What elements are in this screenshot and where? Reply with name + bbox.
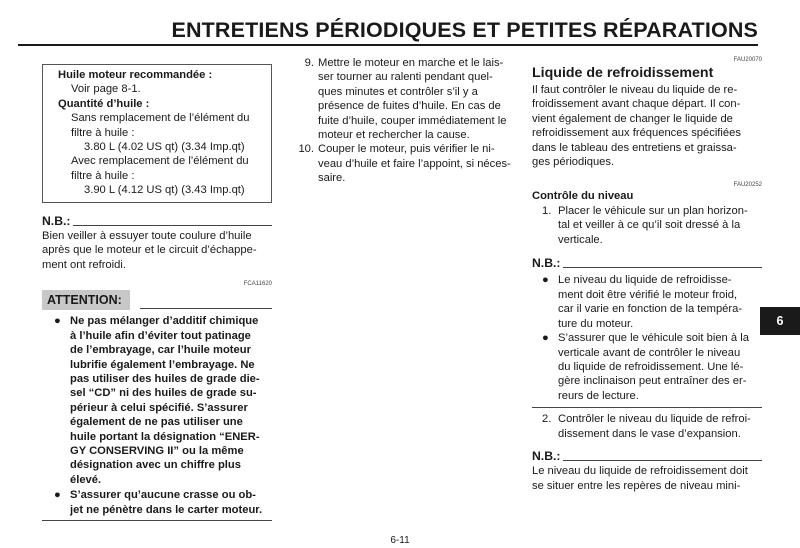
step-line: ser tourner au ralenti pendant quel- <box>318 71 493 84</box>
oil-spec-box <box>42 64 272 203</box>
note-heading <box>532 256 762 270</box>
step-text <box>558 412 751 441</box>
page-number: 6-11 <box>390 535 410 546</box>
without-filter-line-1: Sans remplacement de l’élément du <box>71 112 250 125</box>
step-line: Couper le moteur, puis vérifier le ni- <box>318 143 495 156</box>
bullet-line: sel “CD” ni des huiles de grade su- <box>70 387 257 400</box>
step-10 <box>298 142 516 185</box>
step-number: 10. <box>298 143 314 156</box>
bullet-line: de l’embrayage, car l’huile moteur <box>70 344 251 357</box>
bullet-line: à l’huile afin d’éviter tout patinage <box>70 329 251 342</box>
check-step-1 <box>532 204 762 247</box>
bullet-line: du liquide de refroidissement. Une lé- <box>558 360 744 373</box>
step-line: présence de fuites d’huile. En cas de <box>318 100 501 113</box>
note-bullet-list <box>532 273 762 403</box>
oil-reference: Voir page 8-1. <box>71 83 141 96</box>
bullet-line: désignation avec un chiffre plus <box>70 459 241 472</box>
step-line: moteur et rechercher la cause. <box>318 129 470 142</box>
without-filter-line-2: filtre à huile : <box>71 126 135 139</box>
note-bullet <box>532 273 762 331</box>
bullet-line: huile portant la désignation “ENER- <box>70 430 260 443</box>
note-label: N.B.: <box>42 213 71 228</box>
right-column <box>532 56 762 493</box>
bullet-line: ture du moteur. <box>558 317 634 330</box>
note-heading <box>42 214 272 228</box>
attention-bullet-list <box>42 314 272 517</box>
step-text <box>558 204 748 247</box>
intro-line: ges périodiques. <box>532 156 615 169</box>
note-label: N.B.: <box>532 448 561 463</box>
step-text <box>318 142 511 185</box>
step-line: tal et veiller à ce qu’il soit dressé à la <box>558 219 741 232</box>
bullet-line: élevé. <box>70 473 102 486</box>
intro-line: froidissement avant chaque départ. Il con- <box>532 98 741 111</box>
attention-bullet <box>42 314 272 487</box>
bullet-icon: ● <box>54 315 61 328</box>
intro-line: refroidissement aux fréquences spécifiées <box>532 127 741 140</box>
subsection-code: FAU20252 <box>733 182 762 189</box>
step-9 <box>298 56 516 142</box>
note-line: Le niveau du liquide de refroidissement doit <box>532 465 748 478</box>
bullet-icon: ● <box>542 332 549 345</box>
note-rule <box>563 460 762 461</box>
bullet-line: Ne pas mélanger d’additif chimique <box>70 315 259 328</box>
left-column <box>42 64 272 521</box>
oil-heading: Huile moteur recommandée : <box>58 69 213 81</box>
page-header-title: ENTRETIENS PÉRIODIQUES ET PETITES RÉPARATIONS <box>171 18 758 42</box>
note-line: après que le moteur et le circuit d’échappe- <box>42 244 257 257</box>
note-text <box>42 229 272 272</box>
without-filter-value: 3.80 L (4.02 US qt) (3.34 Imp.qt) <box>84 141 245 154</box>
with-filter-value: 3.90 L (4.12 US qt) (3.43 Imp.qt) <box>84 184 245 197</box>
chapter-tab: 6 <box>760 307 800 335</box>
bullet-icon: ● <box>542 274 549 287</box>
attention-heading <box>42 290 272 310</box>
bullet-line: reurs de lecture. <box>558 389 639 402</box>
step-line: dissement dans le vase d’expansion. <box>558 427 741 440</box>
bullet-line: S’assurer qu’aucune crasse ou ob- <box>70 489 256 502</box>
note-line: se situer entre les repères de niveau mini- <box>532 479 741 492</box>
bullet-line: périeur à celui spécifié. S’assurer <box>70 401 248 414</box>
step-line: saire. <box>318 172 346 185</box>
attention-rule <box>140 308 272 309</box>
intro-line: vient également de changer le liquide de <box>532 112 733 125</box>
bullet-line: jet ne pénètre dans le carter moteur. <box>70 503 263 516</box>
intro-line: Il faut contrôler le niveau du liquide de re- <box>532 84 738 96</box>
step-number: 9. <box>304 57 314 69</box>
check-step-2 <box>532 412 762 441</box>
bullet-line: pas utiliser des huiles de grade die- <box>70 372 260 385</box>
with-filter-line-1: Avec remplacement de l’élément du <box>71 155 249 168</box>
note-text <box>532 464 762 493</box>
section-code: FAU20070 <box>733 57 762 63</box>
note-heading <box>532 449 762 463</box>
step-line: verticale. <box>558 233 603 246</box>
middle-column <box>298 56 516 186</box>
note-rule <box>563 267 762 268</box>
step-line: Placer le véhicule sur un plan horizon- <box>558 204 748 217</box>
bullet-line: gère inclinaison peut entraîner des er- <box>558 375 747 388</box>
bullet-line: car il varie en fonction de la tempéra- <box>558 303 743 316</box>
step-line: veau d’huile et faire l’appoint, si néces- <box>318 157 511 170</box>
step-line: ques minutes et contrôler s’il y a <box>318 85 478 98</box>
note-rule <box>73 225 272 226</box>
note-bullet <box>532 331 762 403</box>
step-number: 2. <box>542 413 552 426</box>
bullet-line: lubrifie également l’embrayage. Ne <box>70 358 255 371</box>
step-line: Mettre le moteur en marche et le lais- <box>318 57 504 69</box>
with-filter-line-2: filtre à huile : <box>71 169 135 182</box>
attention-end-rule <box>42 520 272 521</box>
bullet-line: S’assurer que le véhicule soit bien à la <box>558 332 749 345</box>
note-line: ment ont refroidi. <box>42 258 126 271</box>
bullet-line: Le niveau du liquide de refroidisse- <box>558 274 732 287</box>
note-end-rule <box>532 407 762 408</box>
subsection-heading: Contrôle du niveau <box>532 190 634 203</box>
step-line: fuite d’huile, couper immédiatement le <box>318 114 507 127</box>
bullet-line: verticale avant de contrôler le niveau <box>558 346 741 359</box>
bullet-line: GY CONSERVING II” ou la même <box>70 444 244 457</box>
quantity-heading: Quantité d’huile : <box>58 97 150 110</box>
bullet-icon: ● <box>54 489 61 502</box>
step-number: 1. <box>542 204 552 217</box>
bullet-line: également de ne pas utiliser une <box>70 416 243 429</box>
note-line: Bien veiller à essuyer toute coulure d’huile <box>42 230 252 243</box>
attention-bullet <box>42 488 272 517</box>
section-title: Liquide de refroidissement <box>532 65 714 81</box>
attention-label: ATTENTION: <box>42 290 130 310</box>
intro-line: dans le tableau des entretiens et graissa- <box>532 141 737 154</box>
step-text <box>318 56 506 142</box>
header-rule <box>18 44 758 46</box>
attention-code: FCA11620 <box>243 281 272 288</box>
bullet-line: ment doit être vérifié le moteur froid, <box>558 288 738 301</box>
step-line: Contrôler le niveau du liquide de refroi- <box>558 413 751 426</box>
note-label: N.B.: <box>532 256 561 271</box>
section-intro <box>532 83 762 169</box>
